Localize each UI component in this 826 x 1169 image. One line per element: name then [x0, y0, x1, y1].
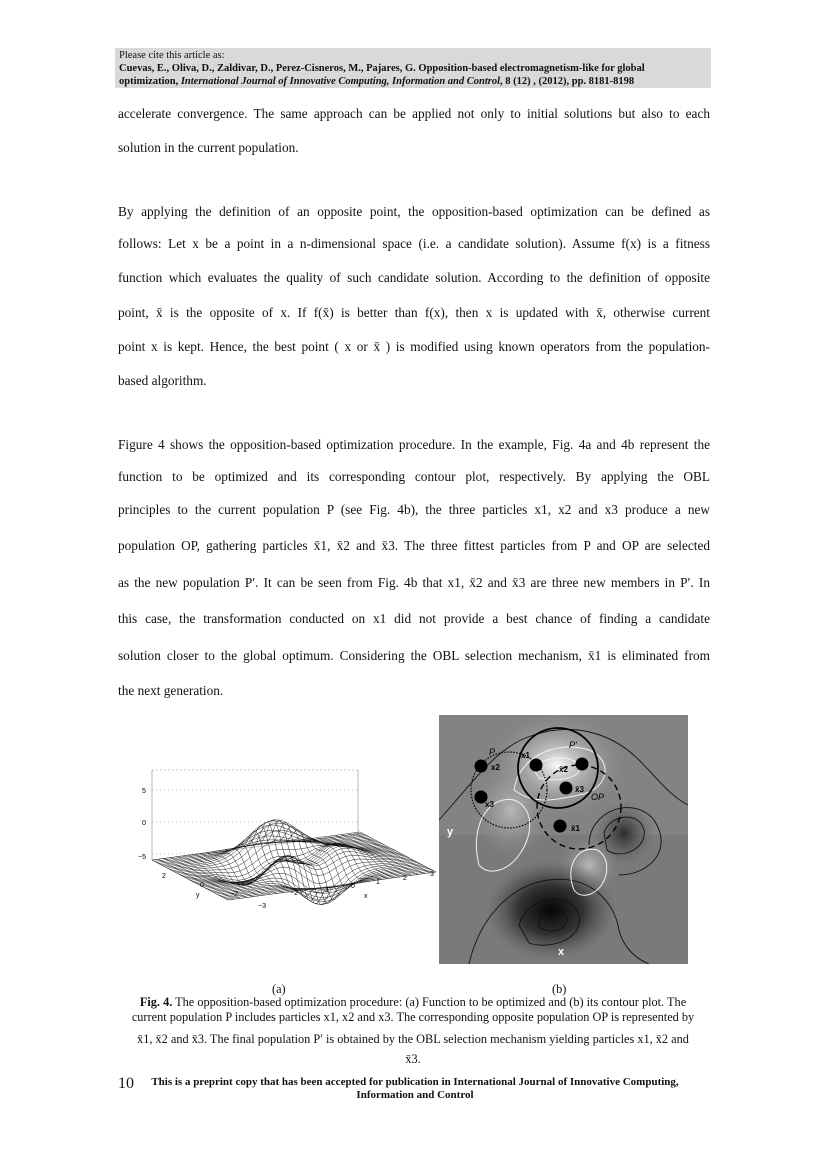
body-line: Figure 4 shows the opposition-based optimization procedure. In the example, Fig. 4a and 4b represent the: [118, 437, 710, 452]
figure-caption: Fig. 4. The opposition-based optimization procedure: (a) Function to be optimized and (b) its contour plot. The: [139, 995, 687, 1009]
figure-label-a: (a): [272, 982, 286, 996]
figure-label-b: (b): [552, 982, 567, 996]
body-line: population OP, gathering particles x̄1, x̄2 and x̄3. The three fittest particles from P and OP are selected: [118, 538, 710, 553]
citation-line-2: Cuevas, E., Oliva, D., Zaldivar, D., Perez-Cisneros, M., Pajares, G. Opposition-based electromagnetism-like for global: [119, 63, 645, 75]
label-pprime: P′: [569, 740, 577, 750]
x-tick: 2: [403, 875, 407, 882]
body-line: By applying the definition of an opposite point, the opposition-based optimization can be defined as: [118, 204, 710, 219]
particle-x2: [475, 760, 488, 773]
citation-line-3: optimization, International Journal of Innovative Computing, Information and Control, 8 (12) , (2012), pp. 8181-8198: [119, 76, 635, 88]
surface-plot: [118, 760, 438, 910]
y-tick: −2: [230, 891, 238, 898]
body-line: function to be optimized and its corresponding contour plot, respectively. By applying the OBL: [118, 469, 710, 484]
x-tick: 1: [376, 879, 380, 886]
label-x1: x1: [521, 751, 530, 760]
label-x3: x3: [485, 800, 494, 809]
caption-label: Fig. 4.: [139, 995, 173, 1009]
label-op: OP: [591, 792, 605, 802]
body-line: accelerate convergence. The same approach can be applied not only to initial solutions but also to each: [118, 106, 710, 121]
body-line: based algorithm.: [118, 373, 207, 388]
caption-line: current population P includes particles x1, x2 and x3. The corresponding opposite population OP is represented by: [131, 1010, 695, 1024]
body-line: this case, the transformation conducted on x1 did not provide a best chance of finding a candidate: [118, 611, 710, 626]
contour-plot: [439, 715, 688, 964]
body-line: the next generation.: [118, 683, 224, 698]
contour-x-label: x: [558, 946, 565, 958]
contour-y-label: y: [447, 826, 454, 838]
footer-text: This is a preprint copy that has been accepted for publication in International Journal of Innovative Computing, Information and Control: [151, 1076, 679, 1101]
caption-line: x̄3.: [405, 1052, 421, 1066]
x-tick: −2: [290, 890, 298, 897]
z-tick: 5: [142, 788, 146, 795]
label-p: P: [489, 747, 496, 757]
x-tick: −1: [321, 887, 329, 894]
y-tick: 2: [162, 873, 166, 880]
mesh-line: [329, 836, 405, 876]
page-number: 10: [118, 1075, 134, 1092]
body-line: principles to the current population P (see Fig. 4b), the three particles x1, x2 and x3 produce a new: [118, 502, 710, 517]
body-line: follows: Let x be a point in a n-dimensional space (i.e. a candidate solution). Assume f(x) is a fitness: [118, 236, 710, 251]
citation-line-1: Please cite this article as:: [119, 50, 225, 61]
x-axis-label: x: [364, 893, 368, 900]
body-line: solution closer to the global optimum. Considering the OBL selection mechanism, x̄1 is eliminated from: [118, 648, 710, 663]
label-xbar1: x̄1: [571, 824, 580, 833]
z-tick: −5: [138, 854, 146, 861]
label-xbar2: x̄2: [559, 765, 568, 774]
label-x2: x2: [491, 763, 500, 772]
x-tick: 0: [351, 883, 355, 890]
body-line: point, x̄ is the opposite of x. If f(x̄) is better than f(x), then x is updated with x̄, otherwise current: [118, 305, 710, 320]
caption-line: x̄1, x̄2 and x̄3. The final population P′ is obtained by the OBL selection mechanism yielding particles x1, x̄2 and: [137, 1032, 689, 1046]
particle-x1: [530, 759, 543, 772]
body-line: point x is kept. Hence, the best point ( x or x̄ ) is modified using known operators from the population-: [118, 339, 710, 354]
body-line: function which evaluates the quality of such candidate solution. According to the definition of opposite: [118, 270, 710, 285]
particle-xbar1: [554, 820, 567, 833]
citation-box: [115, 48, 711, 88]
x-tick: −3: [258, 903, 266, 910]
particle-xbar3: [560, 782, 573, 795]
y-tick: 0: [200, 882, 204, 889]
x-tick: 3: [430, 871, 434, 878]
body-line: solution in the current population.: [118, 140, 299, 155]
label-xbar3: x̄3: [575, 785, 584, 794]
particle-xbar2: [576, 758, 589, 771]
y-axis-label: y: [196, 892, 200, 899]
body-line: as the new population P′. It can be seen from Fig. 4b that x1, x̄2 and x̄3 are three new members in P′. In: [118, 575, 710, 590]
z-tick: 0: [142, 820, 146, 827]
